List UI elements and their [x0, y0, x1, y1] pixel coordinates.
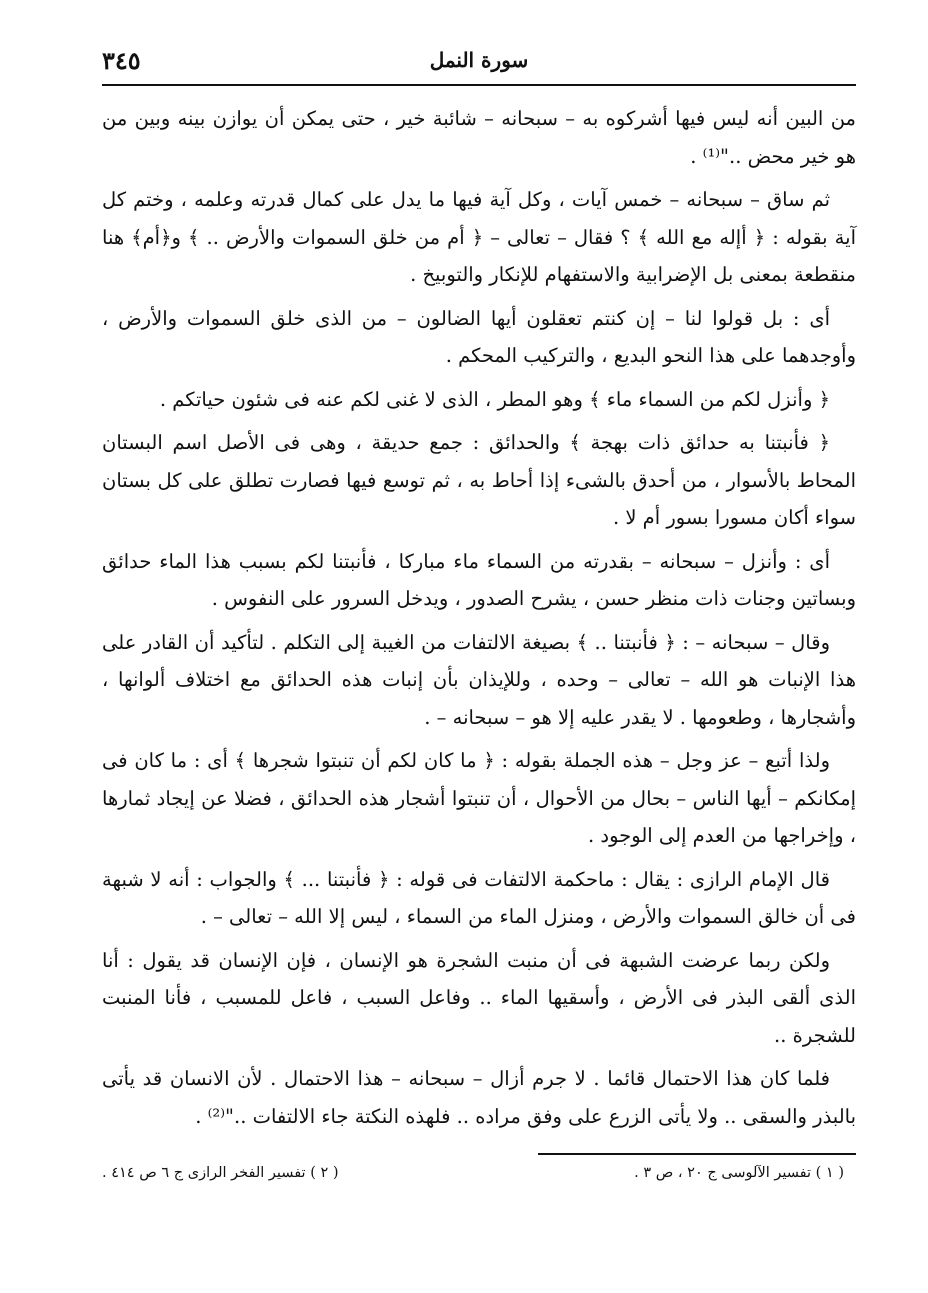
paragraph: ﴿ فأنبتنا به حدائق ذات بهجة ﴾ والحدائق : جمع حديقة ، وهى فى الأصل اسم البستان المحاط بالأسوار ، من أحدق بالشىء إذا أحاط به ، ثم توسع فيها فصارت تطلق على كل بستان سواء أكان مسورا بسور أم لا .: [102, 431, 856, 529]
paragraph: ثم ساق – سبحانه – خمس آيات ، وكل آية فيها ما يدل على كمال قدرته وعلمه ، وختم كل آية بقوله : ﴿ أإله مع الله ﴾ ؟ فقال – تعالى – ﴿ أم من خلق السموات والأرض .. ﴾ و﴿أم﴾ هنا منقطعة بمعنى بل الإضرابية والاستفهام للإنكار والتوبيخ .: [102, 188, 856, 286]
paragraph: ولذا أتبع – عز وجل – هذه الجملة بقوله : ﴿ ما كان لكم أن تنبتوا شجرها ﴾ أى : ما كان فى إمكانكم – أيها الناس – بحال من الأحوال ، أن تنبتوا أشجار هذه الحدائق ، فضلا عن إيجاد ثمارها ، وإخراجها من العدم إلى الوجود .: [102, 749, 856, 847]
paragraph: ﴿ وأنزل لكم من السماء ماء ﴾ وهو المطر ، الذى لا غنى لكم عنه فى شئون حياتكم .: [159, 387, 830, 411]
paragraph: فلما كان هذا الاحتمال قائما . لا جرم أزال – سبحانه – هذا الاحتمال . لأن الانسان قد يأتى بالبذر والسقى .. ولا يأتى الزرع على وفق مراده .. فلهذه النكتة جاء الالتفات .."⁽²⁾ .: [102, 1067, 856, 1128]
footnote-row: [102, 1165, 856, 1181]
footnote-divider: [538, 1153, 856, 1155]
page-number: ٣٤٥: [102, 46, 141, 75]
body-text: [102, 100, 856, 1135]
paragraph: وقال – سبحانه – : ﴿ فأنبتنا .. ﴾ بصيغة الالتفات من الغيبة إلى التكلم . لتأكيد أن القادر على هذا الإنبات هو الله – تعالى – وحده ، وللإيذان بأن إنبات هذه الحدائق مع اختلاف ألوانها ، وأشجارها ، وطعومها . لا يقدر عليه إلا هو – سبحانه – .: [102, 630, 856, 729]
footnote-1: ( ١ ) تفسير الآلوسى ج ٢٠ ، ص ٣ .: [634, 1165, 844, 1181]
paragraph: قال الإمام الرازى : يقال : ماحكمة الالتفات فى قوله : ﴿ فأنبتنا ... ﴾ والجواب : أنه لا شبهة فى أن خالق السموات والأرض ، ومنزل الماء من السماء ، ليس إلا الله – تعالى – .: [102, 867, 856, 928]
book-page: [102, 40, 856, 1260]
footnotes: [102, 1153, 856, 1181]
page-header: [102, 40, 856, 86]
footnote-2: ( ٢ ) تفسير الفخر الرازى ج ٦ ص ٤١٤ .: [102, 1165, 339, 1181]
paragraph: أى : بل قولوا لنا – إن كنتم تعقلون أيها الضالون – من الذى خلق السموات والأرض ، وأوجدهما على هذا النحو البديع ، والتركيب المحكم .: [102, 306, 856, 367]
running-title: سورة النمل: [429, 48, 529, 72]
paragraph: أى : وأنزل – سبحانه – بقدرته من السماء ماء مباركا ، فأنبتنا لكم بسبب هذا الماء حدائق وبساتين وجنات ذات منظر حسن ، يشرح الصدور ، ويدخل السرور على النفوس .: [102, 549, 856, 610]
paragraph: من البين أنه ليس فيها أشركوه به – سبحانه – شائبة خير ، حتى يمكن أن يوازن بينه وبين من هو خير محض .."⁽¹⁾ .: [102, 107, 856, 168]
paragraph: ولكن ربما عرضت الشبهة فى أن منبت الشجرة هو الإنسان ، فإن الإنسان قد يقول : أنا الذى ألقى البذر فى الأرض ، وأسقيها الماء .. وفاعل السبب ، فاعل للمسبب ، فأنا المنبت للشجرة ..: [102, 948, 856, 1047]
